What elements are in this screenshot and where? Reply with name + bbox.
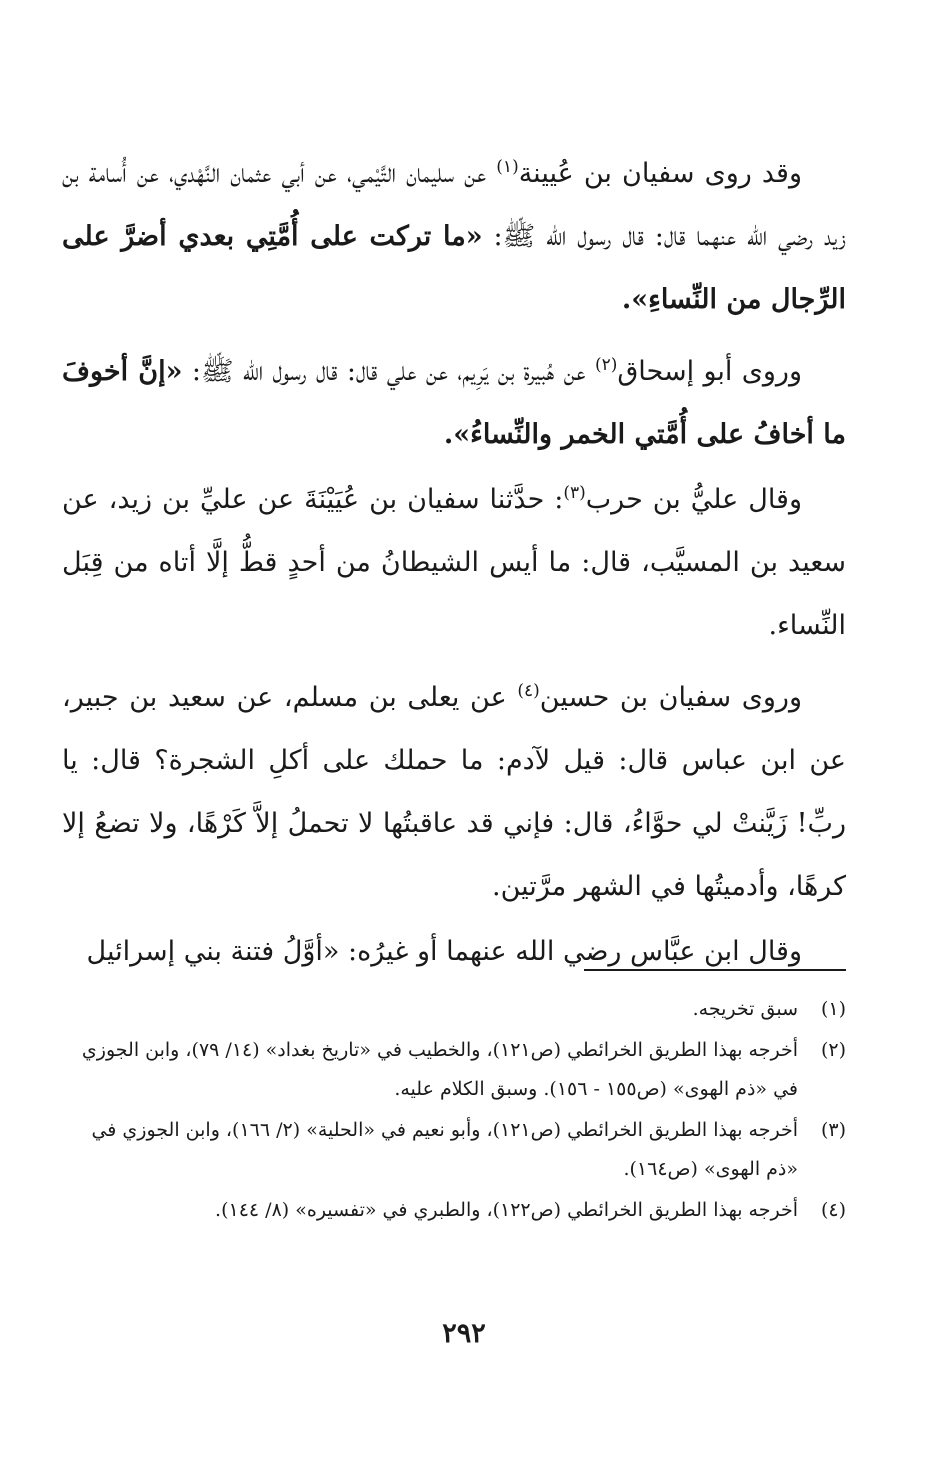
paragraph-3-text-b: : حدَّثنا سفيان بن عُيَيْنَةَ عن عليِّ بن زيد، عن سعيد بن المسيَّب، قال: ما أيس الشيطانُ من أحدٍ قطُّ إلَّا أتاه من قِبَل النِّساء. [62, 484, 846, 641]
footnote-2 [62, 1031, 846, 1109]
footnote-ref-3: (٣) [563, 483, 586, 503]
paragraph-2-text-b: عن هُبيرة بن يَرِيم، عن علي قال: قال رسول الله ﷺ: [182, 356, 595, 387]
page-number: ٢٩٢ [442, 1318, 486, 1349]
paragraph-5 [62, 920, 846, 983]
paragraph-3-text-a: وقال عليُّ بن حرب [585, 484, 802, 515]
main-text [62, 142, 846, 992]
paragraph-2 [62, 340, 846, 466]
hadith-quote-1: «ما تركت على أُمَّتِي بعدي أضرَّ على الرِّجال من النِّساءِ». [62, 221, 846, 315]
footnote-ref-2: (٢) [594, 355, 618, 375]
paragraph-4-text-b: عن يعلى بن مسلم، عن سعيد بن جبير، عن ابن عباس قال: قيل لآدم: ما حملك على أكلِ الشجرة؟ قال: يا ربِّ! زَيَّنتْ لي حوَّاءُ، قال: فإني قد عاقبتُها لا تحملُ إلاَّ كَرْهًا، ولا تضعُ إلا كرهًا، وأدميتُها في الشهر مرَّتين. [62, 682, 846, 902]
footnotes [62, 990, 846, 1232]
footnote-2-number: (٢) [820, 1039, 846, 1061]
footnote-ref-4: (٤) [517, 681, 540, 701]
footnote-1 [62, 990, 846, 1029]
footnote-ref-1: (١) [496, 157, 519, 177]
paragraph-1-text-a: وقد روى سفيان بن عُيينة [518, 158, 802, 189]
footnote-4 [62, 1191, 846, 1230]
footnote-1-text: سبق تخريجه. [692, 998, 798, 1020]
footnote-1-number: (١) [820, 998, 846, 1020]
paragraph-1 [62, 142, 846, 331]
hadith-quote-2: «إنَّ أخوفَ ما أخافُ على أُمَّتي الخمر والنِّساءُ». [62, 356, 846, 450]
paragraph-4-text-a: وروى سفيان بن حسين [539, 682, 802, 713]
paragraph-4 [62, 666, 846, 918]
footnote-2-text: أخرجه بهذا الطريق الخرائطي (ص١٢١)، والخطيب في «تاريخ بغداد» (١٤/ ٧٩)، وابن الجوزي في «ذم الهوى» (ص١٥٥ - ١٥٦). وسبق الكلام عليه. [81, 1039, 798, 1100]
paragraph-1-text-b: عن سليمان التَّيْمي، عن أبي عثمان النَّهْدي، عن أُسامة بن زيد رضي الله عنهما قال: قال رسول الله ﷺ: [62, 158, 846, 252]
footnote-4-number: (٤) [820, 1199, 846, 1221]
footnote-3-text: أخرجه بهذا الطريق الخرائطي (ص١٢١)، وأبو نعيم في «الحلية» (٢/ ١٦٦)، وابن الجوزي في «ذم الهوى» (ص١٦٤). [91, 1119, 798, 1180]
paragraph-5-text-a: وقال ابن عبَّاس رضي الله عنهما أو غيرُه: «أوَّلُ فتنة بني إسرائيل [86, 936, 802, 967]
paragraph-3 [62, 468, 846, 657]
footnote-3-number: (٣) [820, 1119, 846, 1141]
footnote-3 [62, 1111, 846, 1189]
paragraph-2-text-a: وروى أبو إسحاق [617, 356, 803, 387]
footnote-separator [584, 969, 846, 971]
footnote-4-text: أخرجه بهذا الطريق الخرائطي (ص١٢٢)، والطبري في «تفسيره» (٨/ ١٤٤). [215, 1199, 798, 1221]
